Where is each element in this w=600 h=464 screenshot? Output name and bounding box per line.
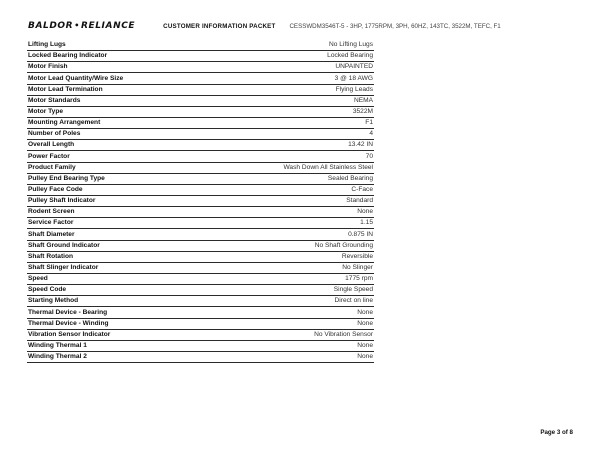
spec-value: Locked Bearing — [327, 52, 373, 60]
spec-row — [27, 319, 374, 330]
spec-label: Pulley Shaft Indicator — [28, 197, 96, 205]
spec-value: 3522M — [352, 107, 373, 115]
spec-row — [27, 107, 374, 118]
spec-row — [27, 330, 374, 341]
spec-value: 1775 rpm — [345, 275, 373, 283]
spec-value: Flying Leads — [335, 85, 373, 93]
spec-row — [27, 118, 374, 129]
spec-row — [27, 129, 374, 140]
spec-label: Shaft Diameter — [28, 230, 75, 238]
spec-label: Winding Thermal 2 — [28, 353, 87, 361]
spec-value: Reversible — [341, 252, 373, 260]
spec-label: Speed Code — [28, 286, 67, 294]
page-number: Page 3 of 8 — [540, 429, 573, 436]
spec-row — [27, 163, 374, 174]
spec-value: Direct on line — [334, 297, 373, 305]
spec-value: C-Face — [351, 185, 373, 193]
spec-value: No Vibration Sensor — [314, 330, 373, 338]
spec-row — [27, 218, 374, 229]
spec-label: Motor Type — [28, 107, 64, 115]
spec-row — [27, 352, 374, 363]
spec-label: Power Factor — [28, 152, 70, 160]
spec-value: Wash Down All Stainless Steel — [283, 163, 373, 171]
spec-row — [27, 207, 374, 218]
spec-value: UNPAINTED — [335, 63, 373, 71]
spec-row — [27, 263, 374, 274]
spec-row — [27, 285, 374, 296]
spec-value: Standard — [346, 197, 373, 205]
spec-value: Single Speed — [333, 286, 373, 294]
page-header — [28, 19, 590, 33]
spec-value: None — [357, 353, 373, 361]
spec-row — [27, 341, 374, 352]
spec-row — [27, 174, 374, 185]
spec-label: Mounting Arrangement — [28, 119, 101, 127]
spec-label: Service Factor — [28, 219, 74, 227]
spec-row — [27, 140, 374, 151]
spec-label: Speed — [28, 275, 48, 283]
spec-label: Motor Lead Termination — [28, 85, 103, 93]
spec-row — [27, 40, 374, 51]
spec-value: No Slinger — [342, 263, 373, 271]
spec-value: NEMA — [353, 96, 373, 104]
spec-row — [27, 185, 374, 196]
spec-value: F1 — [365, 119, 373, 127]
spec-label: Motor Finish — [28, 63, 68, 71]
spec-label: Shaft Slinger Indicator — [28, 263, 99, 271]
spec-label: Number of Poles — [28, 130, 81, 138]
spec-value: Sealed Bearing — [327, 174, 373, 182]
spec-value: 13.42 IN — [348, 141, 373, 149]
spec-value: None — [357, 319, 373, 327]
brand-separator: • — [74, 21, 80, 30]
brand-baldor: BALDOR — [28, 21, 74, 31]
spec-row — [27, 196, 374, 207]
spec-row — [27, 241, 374, 252]
spec-value: 0.875 IN — [348, 230, 373, 238]
spec-label: Starting Method — [28, 297, 79, 305]
spec-row — [27, 151, 374, 162]
spec-label: Lifting Lugs — [28, 41, 66, 49]
spec-label: Thermal Device - Bearing — [28, 308, 108, 316]
spec-value: None — [357, 308, 373, 316]
spec-value: 1.15 — [360, 219, 373, 227]
spec-label: Motor Lead Quantity/Wire Size — [28, 74, 124, 82]
spec-label: Winding Thermal 1 — [28, 341, 87, 349]
packet-title: CUSTOMER INFORMATION PACKET — [163, 22, 276, 30]
spec-value: None — [357, 208, 373, 216]
product-description: CESSWDM3546T-5 - 3HP, 1775RPM, 3PH, 60HZ, 143TC, 3522M, TEFC, F1 — [289, 22, 501, 30]
spec-label: Thermal Device - Winding — [28, 319, 109, 327]
spec-label: Locked Bearing Indicator — [28, 52, 108, 60]
spec-table — [27, 40, 374, 363]
spec-row — [27, 51, 374, 62]
spec-label: Pulley End Bearing Type — [28, 174, 105, 182]
spec-label: Product Family — [28, 163, 76, 171]
spec-label: Overall Length — [28, 141, 75, 149]
spec-label: Pulley Face Code — [28, 185, 83, 193]
spec-row — [27, 229, 374, 240]
spec-value: No Lifting Lugs — [329, 41, 373, 49]
spec-row — [27, 73, 374, 84]
spec-row — [27, 307, 374, 318]
spec-value: 3 @ 18 AWG — [334, 74, 373, 82]
spec-label: Shaft Ground Indicator — [28, 241, 100, 249]
spec-row — [27, 296, 374, 307]
spec-label: Shaft Rotation — [28, 252, 74, 260]
brand-reliance: RELIANCE — [80, 21, 136, 31]
brand-logo — [28, 21, 135, 31]
spec-value: None — [357, 341, 373, 349]
spec-value: No Shaft Grounding — [314, 241, 373, 249]
spec-label: Motor Standards — [28, 96, 81, 104]
spec-value: 70 — [365, 152, 373, 160]
spec-row — [27, 252, 374, 263]
spec-row — [27, 274, 374, 285]
spec-label: Vibration Sensor Indicator — [28, 330, 111, 338]
spec-row — [27, 62, 374, 73]
spec-row — [27, 96, 374, 107]
spec-row — [27, 85, 374, 96]
spec-label: Rodent Screen — [28, 208, 75, 216]
spec-value: 4 — [369, 130, 373, 138]
